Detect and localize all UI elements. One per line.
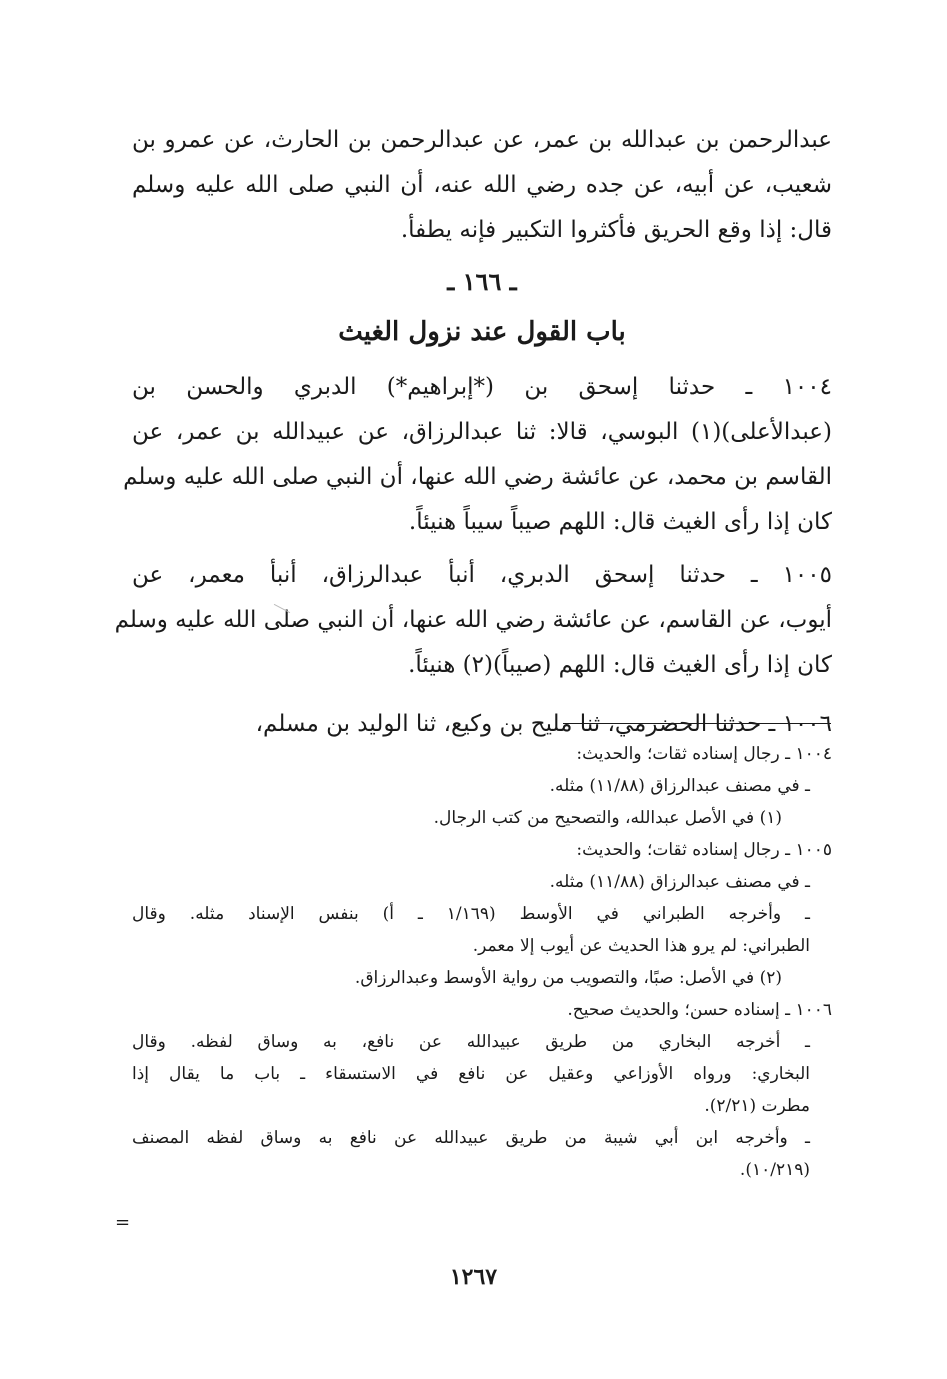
- footnote-line: ـ وأخرجه ابن أبي شيبة من طريق عبيدالله عن نافع به وساق لفظه المصنف: [132, 1128, 810, 1148]
- footnote-note-1: (١) في الأصل عبدالله، والتصحيح من كتب الرجال.: [433, 808, 782, 828]
- footnote-divider: [563, 723, 831, 724]
- hadith-1004-line: القاسم بن محمد، عن عائشة رضي الله عنها، أن النبي صلى الله عليه وسلم: [123, 464, 832, 490]
- intro-line: قال: إذا وقع الحريق فأكثروا التكبير فإنه يطفأ.: [400, 217, 832, 243]
- footnote-line: الطبراني: لم يرو هذا الحديث عن أيوب إلا معمر.: [472, 936, 810, 956]
- hadith-1005-line: أيوب، عن القاسم، عن عائشة رضي الله عنها، أن النبي صلى الله عليه وسلم: [114, 607, 832, 633]
- footnote-1005-head: ١٠٠٥ ـ رجال إسناده ثقات؛ والحديث:: [576, 840, 832, 860]
- footnote-line: ـ في مصنف عبدالرزاق (١١/٨٨) مثله.: [549, 776, 810, 796]
- footnote-line: البخاري: ورواه الأوزاعي وعقيل عن نافع في الاستسقاء ـ باب ما يقال إذا: [132, 1064, 810, 1084]
- intro-line: عبدالرحمن بن عبدالله بن عمر، عن عبدالرحمن بن الحارث، عن عمرو بن: [132, 127, 833, 153]
- hadith-1005-line: ١٠٠٥ ـ حدثنا إسحق الدبري، أنبأ عبدالرزاق، أنبأ معمر، عن: [132, 562, 832, 588]
- footnote-1004-head: ١٠٠٤ ـ رجال إسناده ثقات؛ والحديث:: [576, 744, 832, 764]
- footnote-1006-head: ١٠٠٦ ـ إسناده حسن؛ والحديث صحيح.: [567, 1000, 832, 1020]
- footnote-line: ـ في مصنف عبدالرزاق (١١/٨٨) مثله.: [549, 872, 810, 892]
- hadith-1006-line: ١٠٠٦ ـ حدثنا الحضرمي، ثنا مليح بن وكيع، ثنا الوليد بن مسلم،: [255, 711, 832, 737]
- continuation-marker: =: [115, 1212, 131, 1233]
- page-number: ١٢٦٧: [449, 1264, 498, 1290]
- hadith-1005-line: كان إذا رأى الغيث قال: اللهم (صيباً)(٢) هنيئاً.: [408, 652, 832, 678]
- intro-line: شعيب، عن أبيه، عن جده رضي الله عنه، أن النبي صلى الله عليه وسلم: [132, 172, 832, 198]
- footnote-line: (١٠/٢١٩).: [739, 1160, 810, 1180]
- main-text: [114, 118, 833, 747]
- chapter-title: باب القول عند نزول الغيث: [338, 317, 626, 347]
- hadith-1004-line: كان إذا رأى الغيث قال: اللهم صيباً سيباً هنيئاً.: [408, 509, 832, 535]
- footnote-line: ـ أخرجه البخاري من طريق عبيدالله عن نافع، به وساق لفظه. وقال: [132, 1032, 810, 1052]
- footnote-line: مطرت (٢/٢١).: [704, 1096, 810, 1116]
- footnote-line: ـ وأخرجه الطبراني في الأوسط (١/١٦٩ ـ أ) بنفس الإسناد مثله. وقال: [132, 904, 810, 924]
- hadith-1004-line: (عبدالأعلى)(١) البوسي، قالا: ثنا عبدالرزاق، عن عبيدالله بن عمر، عن: [132, 419, 832, 445]
- hadith-1004-line: ١٠٠٤ ـ حدثنا إسحق بن (*إبراهيم*) الدبري والحسن بن: [132, 374, 832, 400]
- footnote-note-2: (٢) في الأصل: صبًا، والتصويب من رواية الأوسط وعبدالرزاق.: [354, 968, 782, 988]
- footnotes: [132, 738, 832, 1186]
- section-number: ـ ١٦٦ ـ: [447, 267, 517, 296]
